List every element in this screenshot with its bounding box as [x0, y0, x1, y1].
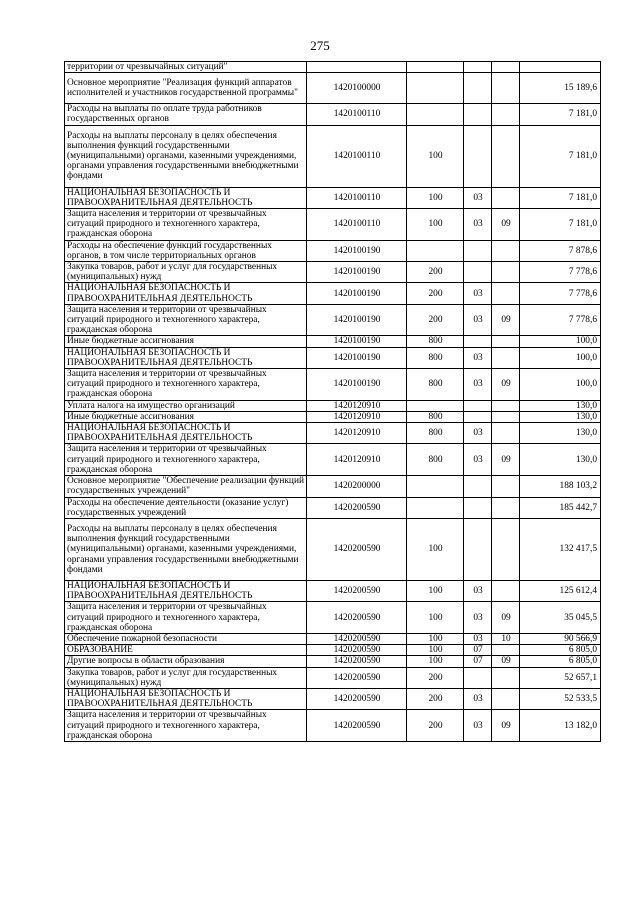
cell-subsection: [492, 125, 520, 187]
cell-expense-type: 100: [407, 602, 464, 634]
cell-expense-type: 200: [407, 710, 464, 742]
cell-expense-type: 800: [407, 347, 464, 368]
cell-subsection: [492, 62, 520, 73]
cell-subsection: [492, 497, 520, 518]
cell-section: [464, 400, 492, 411]
cell-name: Защита населения и территории от чрезвычайных ситуаций природного и техногенного характера, гражданская оборона: [65, 209, 307, 241]
cell-amount: 7 181,0: [520, 125, 601, 187]
cell-amount: 130,0: [520, 423, 601, 444]
cell-section: 07: [464, 656, 492, 667]
cell-name: Расходы на выплаты по оплате труда работников государственных органов: [65, 104, 307, 125]
cell-target-article: [307, 62, 407, 73]
table-row: [65, 444, 601, 476]
cell-expense-type: [407, 400, 464, 411]
cell-target-article: 1420100190: [307, 369, 407, 401]
cell-amount: 52 657,1: [520, 667, 601, 688]
cell-target-article: 1420200590: [307, 580, 407, 601]
cell-subsection: [492, 423, 520, 444]
cell-section: [464, 125, 492, 187]
cell-target-article: 1420100110: [307, 187, 407, 208]
cell-target-article: 1420200590: [307, 667, 407, 688]
table-row: [65, 283, 601, 304]
cell-subsection: 09: [492, 710, 520, 742]
cell-section: [464, 336, 492, 347]
cell-expense-type: 800: [407, 336, 464, 347]
cell-name: Защита населения и территории от чрезвычайных ситуаций природного и техногенного характера, гражданская оборона: [65, 710, 307, 742]
cell-expense-type: 100: [407, 125, 464, 187]
cell-subsection: [492, 73, 520, 104]
cell-target-article: 1420200590: [307, 688, 407, 709]
cell-subsection: [492, 411, 520, 422]
cell-expense-type: [407, 497, 464, 518]
cell-subsection: [492, 336, 520, 347]
cell-amount: 7 778,6: [520, 262, 601, 283]
cell-section: [464, 262, 492, 283]
cell-amount: 100,0: [520, 369, 601, 401]
cell-amount: 125 612,4: [520, 580, 601, 601]
page-number: 275: [310, 38, 330, 53]
cell-section: [464, 518, 492, 580]
cell-name: Расходы на выплаты персоналу в целях обеспечения выполнения функций государственными (муниципальными) органами, казенными учреждениями, органами управления государственными внебюджетными фондами: [65, 125, 307, 187]
cell-section: 03: [464, 283, 492, 304]
table-row: [65, 667, 601, 688]
cell-expense-type: 200: [407, 304, 464, 336]
cell-target-article: 1420200590: [307, 645, 407, 656]
table-row: [65, 602, 601, 634]
cell-name: НАЦИОНАЛЬНАЯ БЕЗОПАСНОСТЬ И ПРАВООХРАНИТЕЛЬНАЯ ДЕЯТЕЛЬНОСТЬ: [65, 283, 307, 304]
cell-name: ОБРАЗОВАНИЕ: [65, 645, 307, 656]
cell-name: Другие вопросы в области образования: [65, 656, 307, 667]
cell-subsection: 09: [492, 209, 520, 241]
cell-amount: 90 566,9: [520, 633, 601, 644]
cell-expense-type: 100: [407, 633, 464, 644]
cell-section: 03: [464, 710, 492, 742]
cell-name: Закупка товаров, работ и услуг для государственных (муниципальных) нужд: [65, 262, 307, 283]
cell-section: [464, 476, 492, 497]
cell-subsection: 09: [492, 602, 520, 634]
table-row: [65, 336, 601, 347]
cell-section: 03: [464, 187, 492, 208]
cell-amount: 7 181,0: [520, 187, 601, 208]
table-row: [65, 262, 601, 283]
table-row: [65, 688, 601, 709]
cell-name: территории от чрезвычайных ситуаций": [65, 62, 307, 73]
cell-amount: 52 533,5: [520, 688, 601, 709]
cell-subsection: [492, 667, 520, 688]
cell-name: Расходы на выплаты персоналу в целях обеспечения выполнения функций государственными (муниципальными) органами, казенными учреждениями, органами управления государственными внебюджетными фондами: [65, 518, 307, 580]
cell-target-article: 1420100190: [307, 283, 407, 304]
cell-amount: 130,0: [520, 400, 601, 411]
cell-subsection: [492, 518, 520, 580]
cell-expense-type: 200: [407, 667, 464, 688]
cell-name: Защита населения и территории от чрезвычайных ситуаций природного и техногенного характера, гражданская оборона: [65, 602, 307, 634]
cell-target-article: 1420200590: [307, 497, 407, 518]
cell-target-article: 1420200590: [307, 602, 407, 634]
cell-amount: 132 417,5: [520, 518, 601, 580]
cell-amount: [520, 62, 601, 73]
cell-expense-type: 100: [407, 580, 464, 601]
cell-expense-type: 100: [407, 645, 464, 656]
cell-section: 03: [464, 688, 492, 709]
cell-subsection: [492, 688, 520, 709]
cell-expense-type: 200: [407, 262, 464, 283]
cell-expense-type: 800: [407, 423, 464, 444]
cell-section: [464, 73, 492, 104]
cell-subsection: [492, 240, 520, 261]
cell-section: 03: [464, 304, 492, 336]
cell-name: Основное мероприятие "Реализация функций аппаратов исполнителей и участников государственной программы": [65, 73, 307, 104]
cell-target-article: 1420200590: [307, 518, 407, 580]
table-row: [65, 347, 601, 368]
cell-name: Уплата налога на имущество организаций: [65, 400, 307, 411]
cell-target-article: 1420200590: [307, 633, 407, 644]
cell-subsection: [492, 262, 520, 283]
table-row: [65, 304, 601, 336]
cell-section: [464, 62, 492, 73]
cell-amount: 7 778,6: [520, 283, 601, 304]
cell-amount: 6 805,0: [520, 645, 601, 656]
table-row: [65, 62, 601, 73]
cell-subsection: [492, 104, 520, 125]
cell-subsection: 09: [492, 304, 520, 336]
cell-section: [464, 411, 492, 422]
table-row: [65, 645, 601, 656]
cell-target-article: 1420100110: [307, 104, 407, 125]
cell-section: 07: [464, 645, 492, 656]
cell-section: 03: [464, 209, 492, 241]
cell-subsection: [492, 400, 520, 411]
cell-amount: 15 189,6: [520, 73, 601, 104]
cell-section: 03: [464, 602, 492, 634]
cell-name: Иные бюджетные ассигнования: [65, 336, 307, 347]
table-row: [65, 497, 601, 518]
cell-target-article: 1420100190: [307, 336, 407, 347]
cell-subsection: [492, 283, 520, 304]
table-row: [65, 580, 601, 601]
cell-amount: 13 182,0: [520, 710, 601, 742]
cell-target-article: 1420100190: [307, 347, 407, 368]
cell-target-article: 1420120910: [307, 411, 407, 422]
cell-name: Закупка товаров, работ и услуг для государственных (муниципальных) нужд: [65, 667, 307, 688]
cell-name: НАЦИОНАЛЬНАЯ БЕЗОПАСНОСТЬ И ПРАВООХРАНИТЕЛЬНАЯ ДЕЯТЕЛЬНОСТЬ: [65, 347, 307, 368]
cell-name: Основное мероприятие "Обеспечение реализации функций государственных учреждений": [65, 476, 307, 497]
cell-subsection: [492, 347, 520, 368]
cell-expense-type: [407, 104, 464, 125]
cell-expense-type: 800: [407, 444, 464, 476]
cell-expense-type: [407, 476, 464, 497]
cell-section: 03: [464, 444, 492, 476]
cell-expense-type: 800: [407, 411, 464, 422]
cell-amount: 7 778,6: [520, 304, 601, 336]
cell-amount: 7 181,0: [520, 104, 601, 125]
cell-name: НАЦИОНАЛЬНАЯ БЕЗОПАСНОСТЬ И ПРАВООХРАНИТЕЛЬНАЯ ДЕЯТЕЛЬНОСТЬ: [65, 187, 307, 208]
cell-target-article: 1420200590: [307, 656, 407, 667]
table-row: [65, 73, 601, 104]
cell-target-article: 1420100190: [307, 240, 407, 261]
cell-name: Обеспечение пожарной безопасности: [65, 633, 307, 644]
cell-subsection: 09: [492, 369, 520, 401]
cell-subsection: 09: [492, 656, 520, 667]
cell-name: НАЦИОНАЛЬНАЯ БЕЗОПАСНОСТЬ И ПРАВООХРАНИТЕЛЬНАЯ ДЕЯТЕЛЬНОСТЬ: [65, 580, 307, 601]
cell-section: 03: [464, 369, 492, 401]
table-row: [65, 633, 601, 644]
cell-expense-type: 200: [407, 283, 464, 304]
table-row: [65, 104, 601, 125]
cell-target-article: 1420200590: [307, 710, 407, 742]
cell-expense-type: [407, 73, 464, 104]
cell-section: 03: [464, 347, 492, 368]
cell-expense-type: 200: [407, 688, 464, 709]
budget-table: [64, 61, 601, 742]
cell-amount: 130,0: [520, 411, 601, 422]
cell-expense-type: 800: [407, 369, 464, 401]
table-row: [65, 125, 601, 187]
cell-name: Защита населения и территории от чрезвычайных ситуаций природного и техногенного характера, гражданская оборона: [65, 444, 307, 476]
table-row: [65, 400, 601, 411]
cell-amount: 185 442,7: [520, 497, 601, 518]
cell-target-article: 1420100190: [307, 304, 407, 336]
cell-amount: 188 103,2: [520, 476, 601, 497]
table-row: [65, 656, 601, 667]
cell-amount: 130,0: [520, 444, 601, 476]
cell-amount: 100,0: [520, 347, 601, 368]
table-row: [65, 240, 601, 261]
cell-section: 03: [464, 580, 492, 601]
cell-name: Расходы на обеспечение функций государственных органов, в том числе территориальных органов: [65, 240, 307, 261]
cell-name: НАЦИОНАЛЬНАЯ БЕЗОПАСНОСТЬ И ПРАВООХРАНИТЕЛЬНАЯ ДЕЯТЕЛЬНОСТЬ: [65, 423, 307, 444]
cell-subsection: [492, 580, 520, 601]
cell-name: Иные бюджетные ассигнования: [65, 411, 307, 422]
cell-expense-type: [407, 62, 464, 73]
cell-section: 03: [464, 423, 492, 444]
table-row: [65, 187, 601, 208]
cell-name: Защита населения и территории от чрезвычайных ситуаций природного и техногенного характера, гражданская оборона: [65, 369, 307, 401]
cell-amount: 7 181,0: [520, 209, 601, 241]
cell-target-article: 1420100110: [307, 209, 407, 241]
table-row: [65, 423, 601, 444]
cell-amount: 100,0: [520, 336, 601, 347]
cell-subsection: [492, 476, 520, 497]
cell-expense-type: 100: [407, 656, 464, 667]
cell-section: [464, 240, 492, 261]
table-row: [65, 411, 601, 422]
cell-subsection: 10: [492, 633, 520, 644]
cell-subsection: [492, 187, 520, 208]
budget-table-body: [65, 62, 601, 742]
cell-subsection: 09: [492, 444, 520, 476]
table-row: [65, 476, 601, 497]
table-row: [65, 518, 601, 580]
cell-target-article: 1420100110: [307, 125, 407, 187]
cell-section: 03: [464, 633, 492, 644]
cell-section: [464, 104, 492, 125]
cell-target-article: 1420120910: [307, 400, 407, 411]
cell-section: [464, 667, 492, 688]
cell-name: НАЦИОНАЛЬНАЯ БЕЗОПАСНОСТЬ И ПРАВООХРАНИТЕЛЬНАЯ ДЕЯТЕЛЬНОСТЬ: [65, 688, 307, 709]
cell-amount: 7 878,6: [520, 240, 601, 261]
cell-section: [464, 497, 492, 518]
cell-target-article: 1420200000: [307, 476, 407, 497]
cell-target-article: 1420100190: [307, 262, 407, 283]
cell-amount: 35 045,5: [520, 602, 601, 634]
cell-subsection: [492, 645, 520, 656]
table-row: [65, 369, 601, 401]
cell-expense-type: 100: [407, 209, 464, 241]
cell-target-article: 1420100000: [307, 73, 407, 104]
cell-expense-type: 100: [407, 518, 464, 580]
cell-expense-type: 100: [407, 187, 464, 208]
table-row: [65, 710, 601, 742]
cell-target-article: 1420120910: [307, 444, 407, 476]
cell-target-article: 1420120910: [307, 423, 407, 444]
cell-name: Расходы на обеспечение деятельности (оказание услуг) государственных учреждений: [65, 497, 307, 518]
table-row: [65, 209, 601, 241]
cell-amount: 6 805,0: [520, 656, 601, 667]
cell-expense-type: [407, 240, 464, 261]
cell-name: Защита населения и территории от чрезвычайных ситуаций природного и техногенного характера, гражданская оборона: [65, 304, 307, 336]
